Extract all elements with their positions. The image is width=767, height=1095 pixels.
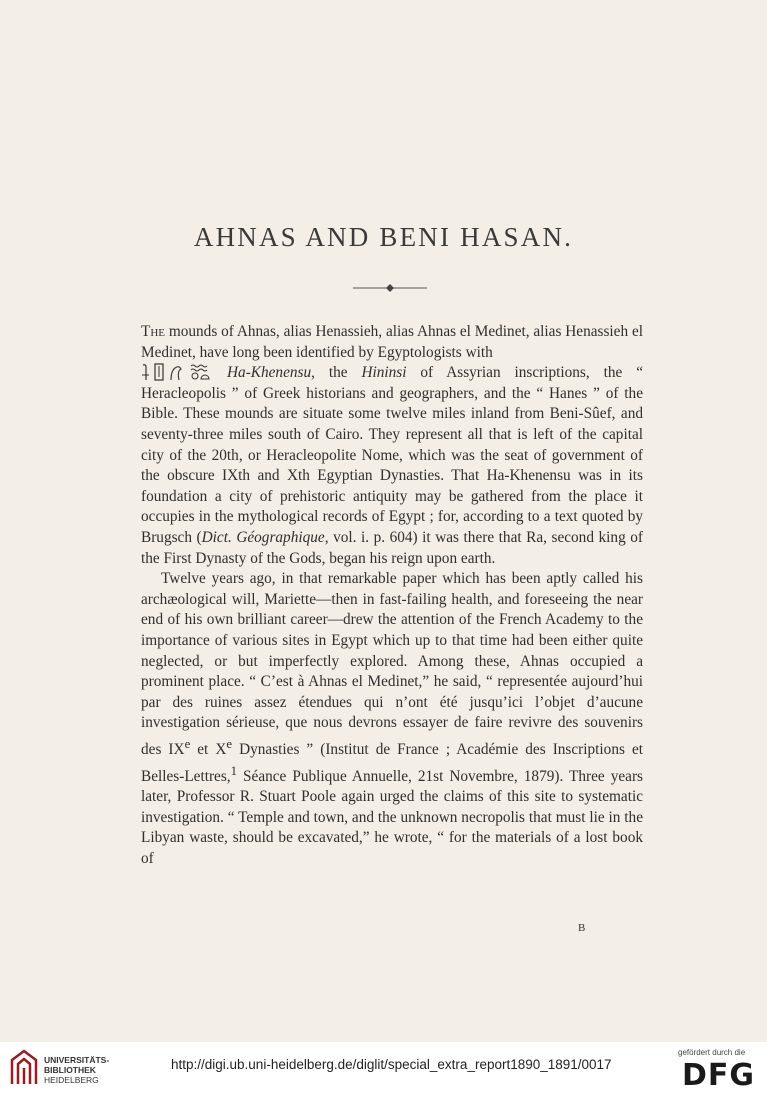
text-run: the bbox=[314, 364, 362, 382]
lead-word: The bbox=[141, 323, 166, 340]
library-line: BIBLIOTHEK bbox=[44, 1065, 96, 1075]
footnote-marker: 1 bbox=[230, 763, 237, 778]
signature-mark: B bbox=[578, 922, 586, 934]
paragraph-1 bbox=[141, 322, 643, 569]
page-title: AHNAS AND BENI HASAN. bbox=[193, 222, 574, 252]
text-run: vol. i. p. 604) it was there that Ra, second king of the First Dynasty of the Gods, began his reign upon earth. bbox=[141, 528, 643, 567]
hieroglyph-group bbox=[141, 363, 221, 381]
body-text bbox=[141, 322, 643, 870]
text-run: mounds of Ahnas, alias Henassieh, alias Ahnas el Medinet, alias Henassieh el Medinet, have long been identified by Egyptologists with bbox=[141, 323, 643, 361]
title-ornament bbox=[353, 283, 427, 293]
text-run: et X bbox=[190, 740, 227, 758]
superscript: e bbox=[184, 736, 191, 751]
text-run: Séance Publique Annuelle, 21st Novembre, 1879). Three years later, Professor R. Stuart Poole again urged the claims of this site to systematic investigation. “ Temple and town, and the unknown necropolis that must lie in the Libyan waste, should be excavated,” he wrote, “ for the materials of a lost book of bbox=[141, 767, 643, 868]
library-name bbox=[44, 1055, 109, 1085]
footer-bar bbox=[0, 1042, 767, 1095]
text-run: Twelve years ago, in that remarkable paper which has been aptly called his archæological will, Mariette—then in fast-failing health, and foreseeing the near end of his own brilliant career—drew the attention of the French Academy to the importance of various sites in Egypt which up to that time had been either quite neglected, or but imperfectly explored. Among these, Ahnas occupied a prominent place. “ C’est à Ahnas el Medinet,” he said, “ representée aujourd’hui par des ruines assez étendues qui n’ont été jusqu’ici l’objet d’aucune investigation sérieuse, que nous devrons essayer de faire revivre des souvenirs des IX bbox=[141, 570, 643, 758]
library-line: HEIDELBERG bbox=[44, 1075, 99, 1085]
paragraph-2 bbox=[141, 569, 643, 870]
permalink-url[interactable]: http://digi.ub.uni-heidelberg.de/diglit/special_extra_report1890_1891/0017 bbox=[171, 1057, 612, 1072]
library-line: UNIVERSITÄTS- bbox=[44, 1055, 110, 1065]
library-logo-icon bbox=[8, 1048, 40, 1088]
text-run: of Assyrian inscriptions, the “ Heracleopolis ” of Greek historians and geographers, and the “ Hanes ” of the Bible. These mounds are situate some twelve miles inland from Beni-Sûef, and seventy-three miles south of Cairo. They represent all that is left of the capital city of the 20th, or Heracleopolite Nome, which was the seat of government of the obscure IXth and Xth Egyptian Dynasties. That Ha-Khenensu was in its foundation a city of prehistoric antiquity may be gathered from the place it occupies in the mythological records of Egypt ; for, according to a text quoted by Brugsch ( bbox=[141, 364, 643, 546]
text-run: Dynasties ” (Institut de France ; Académie des Inscriptions et Belles-Lettres, bbox=[141, 740, 643, 785]
superscript: e bbox=[226, 736, 233, 751]
italic-citation: Dict. Géographique, bbox=[201, 528, 329, 546]
funding-note: gefördert durch die bbox=[678, 1048, 746, 1057]
dfg-logo: DFG bbox=[682, 1058, 756, 1093]
italic-term: Ha-Khenensu, bbox=[227, 364, 315, 382]
italic-term: Hininsi bbox=[361, 364, 407, 382]
